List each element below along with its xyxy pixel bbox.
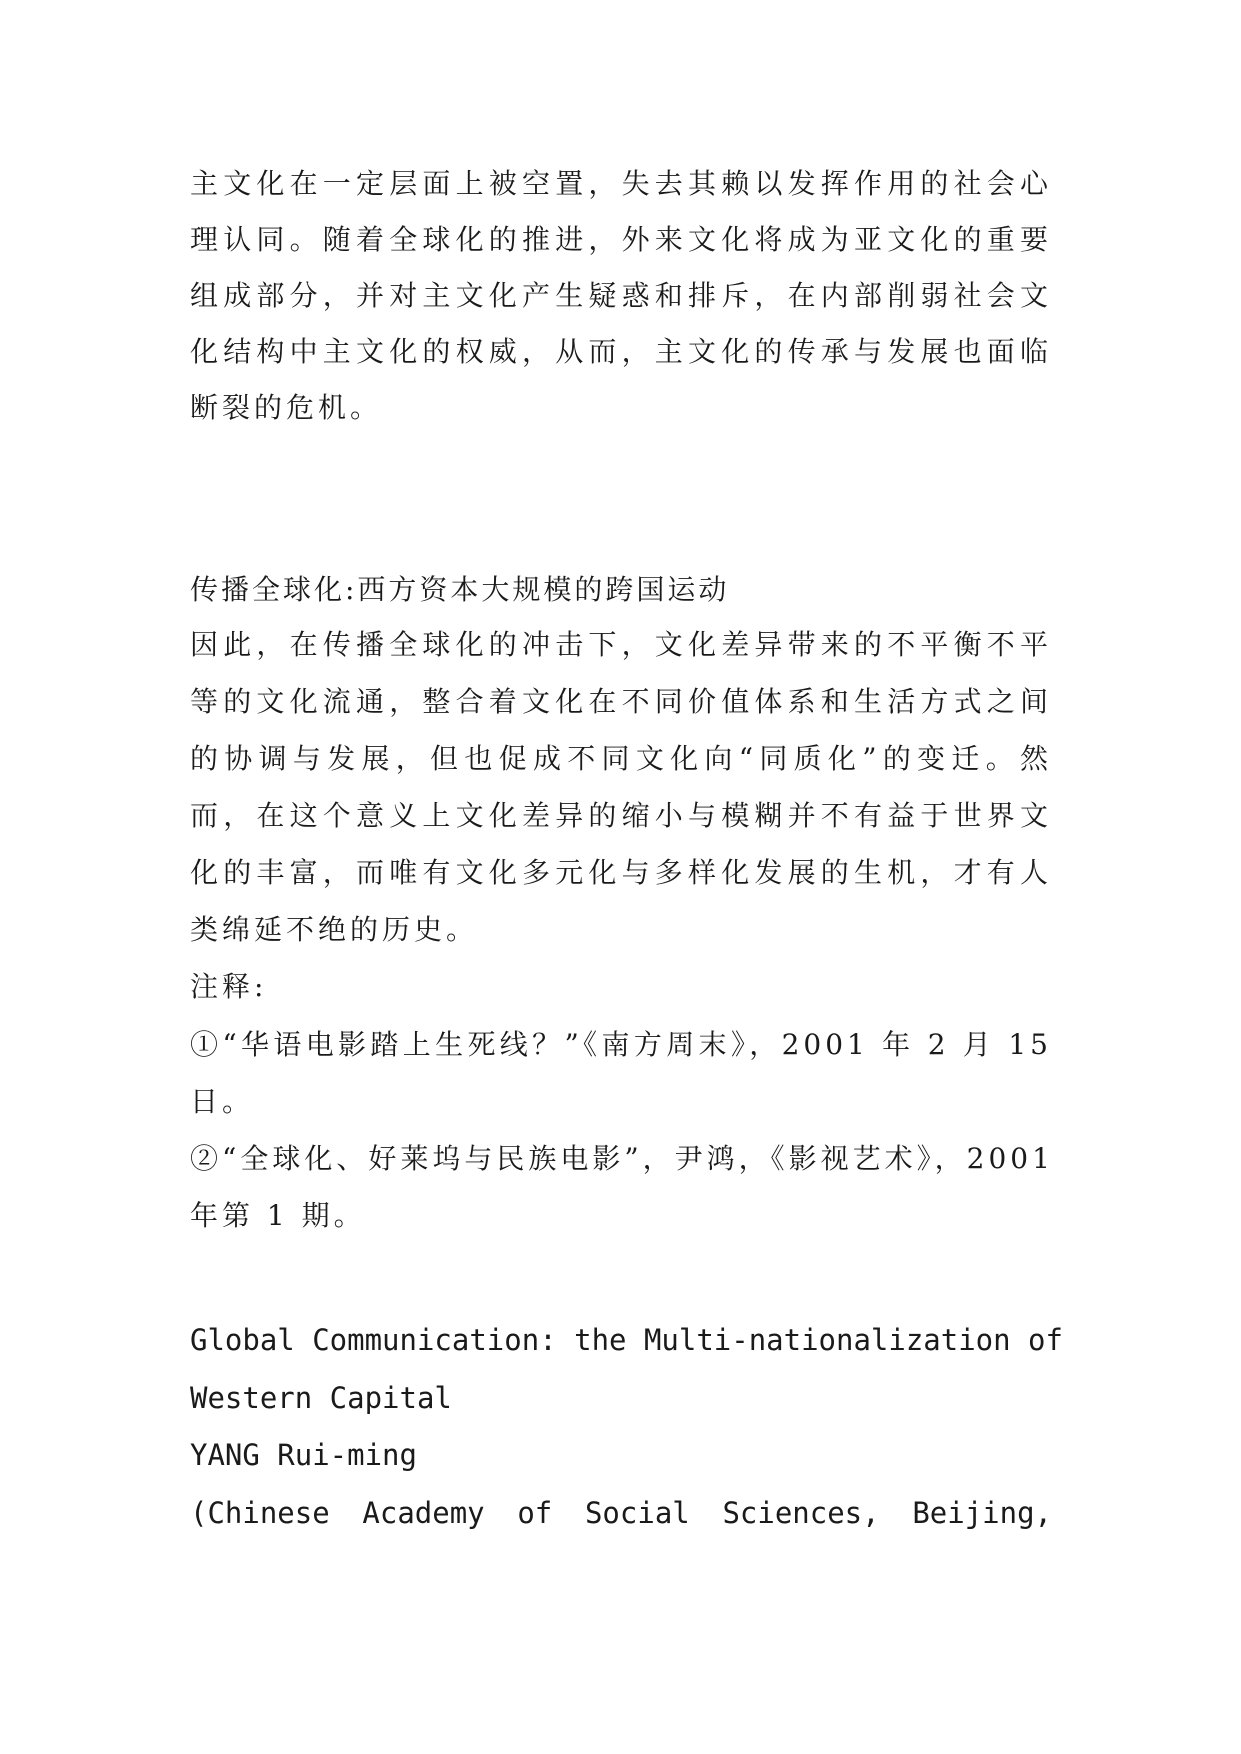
- document-page: [190, 0, 1063, 1754]
- paragraph-line: 类绵延不绝的历史。: [190, 913, 479, 946]
- paragraph-line: 组成部分，并对主文化产生疑惑和排斥，在内部削弱社会文: [190, 279, 1052, 312]
- note-line: 年第 1 期。: [190, 1199, 366, 1232]
- note-line: ①“华语电影踏上生死线？”《南方周末》，2001 年 2 月 15: [190, 1028, 1052, 1061]
- english-title-line: Western Capital: [190, 1381, 452, 1415]
- paragraph-line: 因此，在传播全球化的冲击下，文化差异带来的不平衡不平: [190, 628, 1052, 661]
- note-line: ②“全球化、好莱坞与民族电影”，尹鸿，《影视艺术》，2001: [190, 1142, 1054, 1175]
- paragraph-line: 化结构中主文化的权威，从而，主文化的传承与发展也面临: [190, 335, 1052, 368]
- paragraph-line: 的协调与发展，但也促成不同文化向“同质化”的变迁。然: [190, 742, 1052, 775]
- paragraph-line: 理认同。随着全球化的推进，外来文化将成为亚文化的重要: [190, 223, 1052, 256]
- english-title-line: Global Communication: the Multi-nationalization of: [190, 1323, 1063, 1357]
- paragraph-line: 而，在这个意义上文化差异的缩小与模糊并不有益于世界文: [190, 799, 1052, 832]
- paragraph-line: 等的文化流通，整合着文化在不同价值体系和生活方式之间: [190, 685, 1052, 718]
- paragraph-line: 主文化在一定层面上被空置，失去其赖以发挥作用的社会心: [190, 167, 1052, 200]
- paragraph-line: 化的丰富，而唯有文化多元化与多样化发展的生机，才有人: [190, 856, 1052, 889]
- english-affiliation: (Chinese Academy of Social Sciences, Beijing,: [190, 1496, 1052, 1530]
- note-line: 日。: [190, 1085, 255, 1118]
- notes-label: 注释:: [190, 970, 268, 1003]
- english-author: YANG Rui-ming: [190, 1438, 417, 1472]
- paragraph-line: 断裂的危机。: [190, 391, 383, 424]
- section-heading: 传播全球化:西方资本大规模的跨国运动: [190, 573, 730, 606]
